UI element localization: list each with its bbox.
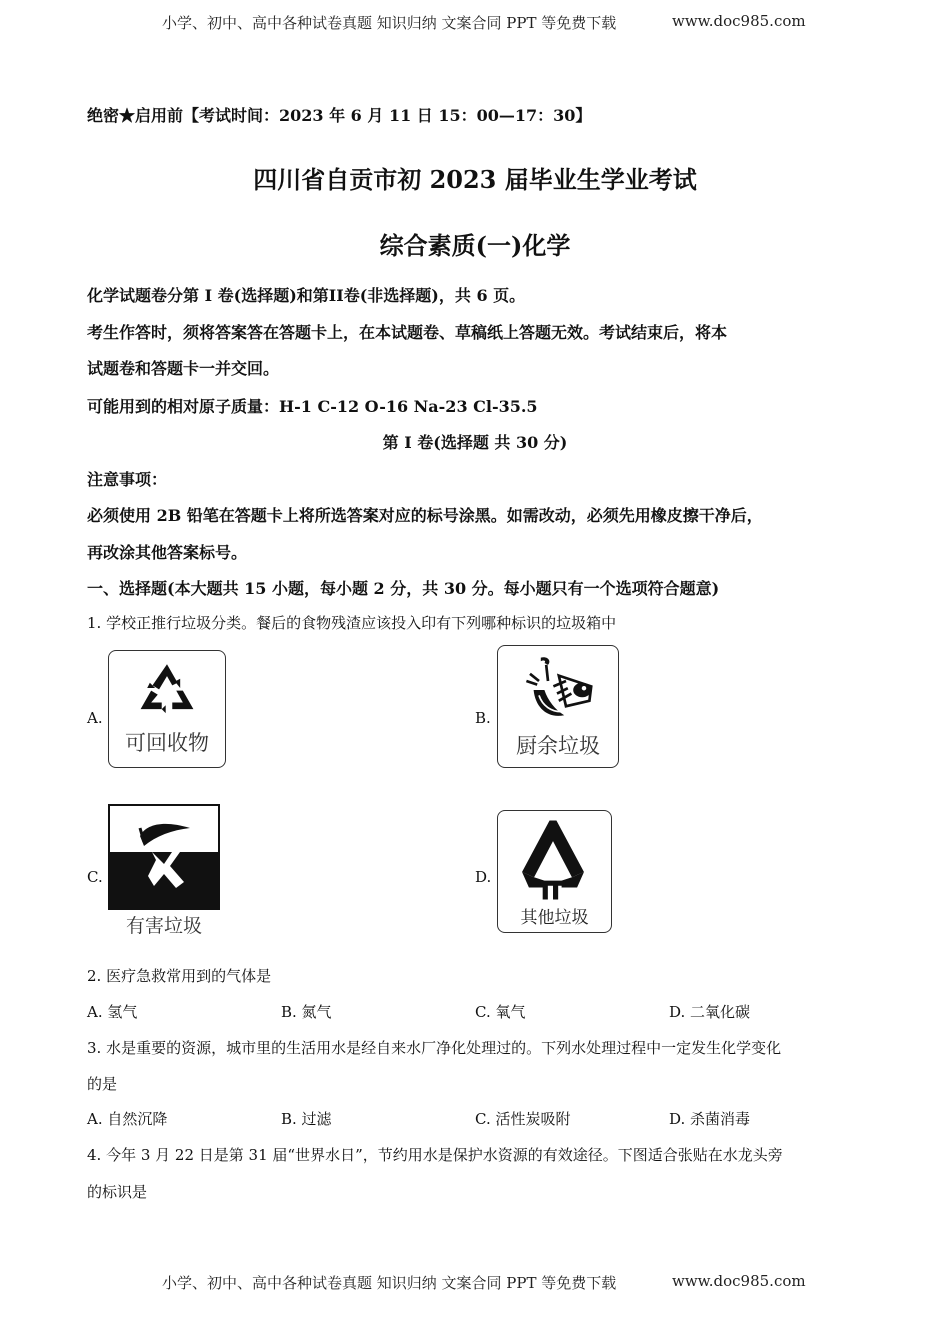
recycle-icon <box>127 659 207 725</box>
section-title: 第 I 卷(选择题 共 30 分) <box>382 433 568 452</box>
notice-line-1: 必须使用 2B 铅笔在答题卡上将所选答案对应的标号涂黑。如需改动，必须先用橡皮擦干净后， <box>87 506 763 525</box>
q2-stem: 2. 医疗急救常用到的气体是 <box>87 967 272 985</box>
q2-option-b[interactable]: B. 氮气 <box>281 1003 332 1021</box>
q1-option-a-sign[interactable] <box>108 650 226 768</box>
q1-option-b-letter[interactable]: B. <box>475 709 491 727</box>
header-text: 小学、初中、高中各种试卷真题 知识归纳 文案合同 PPT 等免费下载 <box>162 14 617 32</box>
q1-option-d-caption: 其他垃圾 <box>520 908 589 928</box>
intro-line-3: 试题卷和答题卡一并交回。 <box>87 359 280 378</box>
q3-stem-line-1: 3. 水是重要的资源，城市里的生活用水是经自来水厂净化处理过的。下列水处理过程中一定发生化学变化 <box>87 1039 782 1057</box>
q3-stem-line-2: 的是 <box>87 1075 118 1093</box>
q3-option-a[interactable]: A. 自然沉降 <box>87 1110 168 1128</box>
kitchen-waste-icon <box>512 654 602 726</box>
part-title: 一、选择题(本大题共 15 小题，每小题 2 分，共 30 分。每小题只有一个选项符合题意) <box>87 579 720 598</box>
notice-title: 注意事项： <box>87 470 168 489</box>
notice-line-2: 再改涂其他答案标号。 <box>87 543 248 562</box>
intro-line-1: 化学试题卷分第 I 卷(选择题)和第II卷(非选择题)，共 6 页。 <box>87 286 526 305</box>
footer-text: 小学、初中、高中各种试卷真题 知识归纳 文案合同 PPT 等免费下载 <box>162 1274 617 1292</box>
q2-option-d[interactable]: D. 二氧化碳 <box>669 1003 751 1021</box>
q3-option-c[interactable]: C. 活性炭吸附 <box>475 1110 571 1128</box>
q3-option-d[interactable]: D. 杀菌消毒 <box>669 1110 751 1128</box>
q3-option-b[interactable]: B. 过滤 <box>281 1110 332 1128</box>
page-title: 四川省自贡市初 2023 届毕业生学业考试 <box>253 165 697 194</box>
other-waste-icon <box>510 817 596 903</box>
q2-option-c[interactable]: C. 氧气 <box>475 1003 526 1021</box>
q2-option-a[interactable]: A. 氢气 <box>87 1003 138 1021</box>
q1-option-a-letter[interactable]: A. <box>87 709 103 727</box>
q1-option-c-letter[interactable]: C. <box>87 868 103 886</box>
page-subtitle: 综合素质(一)化学 <box>379 231 571 260</box>
q1-option-b-caption: 厨余垃圾 <box>516 734 600 758</box>
hazardous-waste-icon <box>110 806 218 908</box>
q4-stem-line-2: 的标识是 <box>87 1183 148 1201</box>
footer-url[interactable]: www.doc985.com <box>672 1272 806 1290</box>
q1-option-d-sign[interactable] <box>497 810 612 933</box>
q1-option-b-sign[interactable] <box>497 645 619 768</box>
q1-option-c-sign[interactable] <box>108 804 220 910</box>
q1-option-c-caption: 有害垃圾 <box>125 915 202 937</box>
q1-option-d-letter[interactable]: D. <box>475 868 492 886</box>
q1-option-a-caption: 可回收物 <box>125 731 209 755</box>
intro-line-2: 考生作答时，须将答案答在答题卡上，在本试题卷、草稿纸上答题无效。考试结束后，将本 <box>87 323 728 342</box>
atomic-mass-line: 可能用到的相对原子质量：H-1 C-12 O-16 Na-23 Cl-35.5 <box>87 397 538 416</box>
header-url[interactable]: www.doc985.com <box>672 12 806 30</box>
secret-line: 绝密★启用前【考试时间：2023 年 6 月 11 日 15：00—17：30】 <box>87 106 592 125</box>
q1-stem: 1. 学校正推行垃圾分类。餐后的食物残渣应该投入印有下列哪种标识的垃圾箱中 <box>87 614 617 632</box>
q4-stem-line-1: 4. 今年 3 月 22 日是第 31 届“世界水日”，节约用水是保护水资源的有效途径。下图适合张贴在水龙头旁 <box>87 1146 783 1164</box>
